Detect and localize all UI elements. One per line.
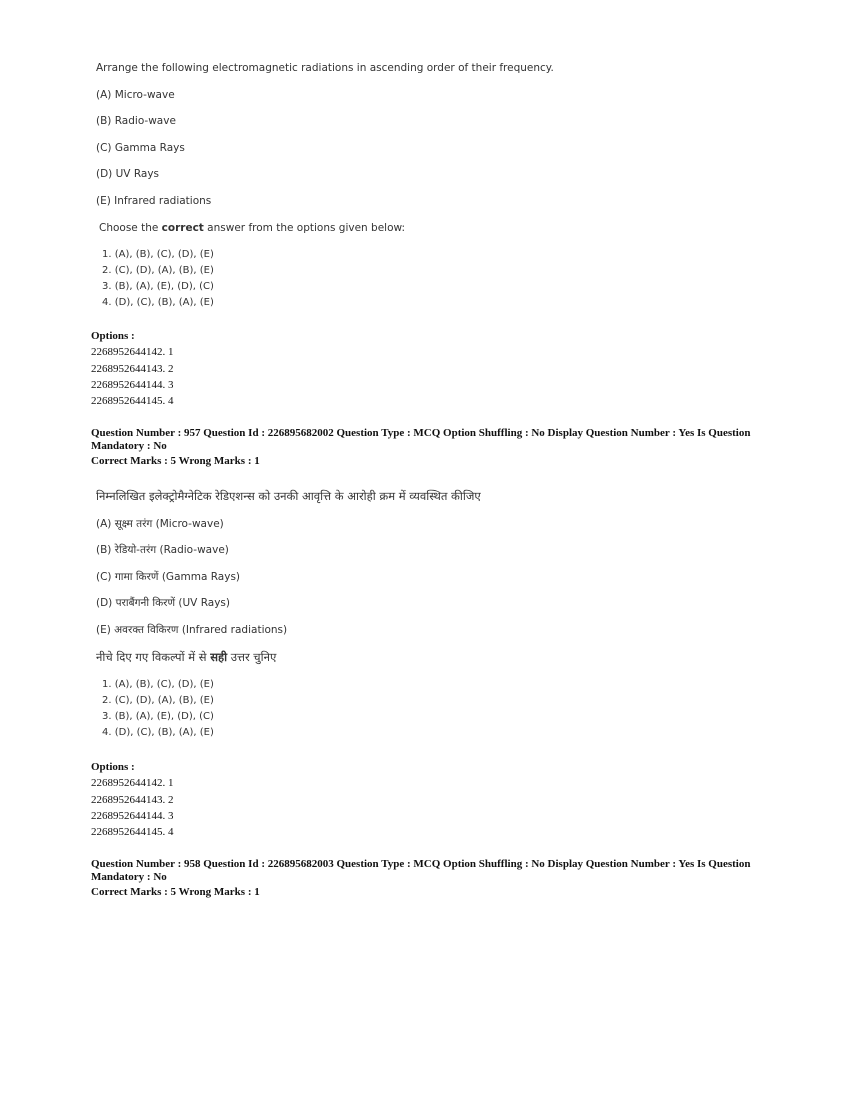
instruction-text: answer from the options given below: [203,222,406,234]
option-id-2: 2268952644143. 2 [91,362,174,375]
answer-choice-2: 2. (C), (D), (A), (B), (E) [102,265,214,276]
question-item-b: (B) रेडियो-तरंग (Radio-wave) [96,544,229,556]
question-958-meta [91,858,751,899]
question-item-b: (B) Radio-wave [96,115,176,127]
instruction-text: उत्तर चुनिए [227,650,277,664]
answer-choice-4: 4. (D), (C), (B), (A), (E) [102,297,214,308]
answer-choice-1: 1. (A), (B), (C), (D), (E) [102,679,214,690]
instruction-text: नीचे दिए गए विकल्पों में से [96,650,211,664]
question-item-c: (C) गामा किरणें (Gamma Rays) [96,571,241,583]
question-item-a: (A) सूक्ष्म तरंग (Micro-wave) [96,518,224,530]
answer-choice-4: 4. (D), (C), (B), (A), (E) [102,727,214,738]
question-meta-line: Question Number : 958 Question Id : 226895682003 Question Type : MCQ Option Shuffling : No Display Question Number : Yes Is Question [91,858,751,870]
option-id-4: 2268952644145. 4 [91,826,174,839]
options-block [91,328,174,409]
option-id-1: 2268952644142. 1 [91,346,174,359]
question-item-d: (D) UV Rays [96,168,160,180]
question-item-e: (E) अवरक्त विकिरण (Infrared radiations) [96,624,288,636]
answer-choice-1: 1. (A), (B), (C), (D), (E) [102,249,214,260]
options-block [91,759,174,840]
question-item-d: (D) पराबैंगनी किरणें (UV Rays) [96,597,230,609]
option-id-3: 2268952644144. 3 [91,378,174,391]
question-meta-line: Question Number : 957 Question Id : 226895682002 Question Type : MCQ Option Shuffling : No Display Question Number : Yes Is Question [91,427,751,439]
option-id-3: 2268952644144. 3 [91,809,174,822]
option-id-1: 2268952644142. 1 [91,777,174,790]
question-item-e: (E) Infrared radiations [96,195,212,207]
question-instruction [96,651,276,665]
question-marks: Correct Marks : 5 Wrong Marks : 1 [91,455,260,467]
question-instruction [99,222,405,235]
question-meta-mandatory: Mandatory : No [91,870,167,883]
question-item-a: (A) Micro-wave [96,89,175,101]
instruction-emphasis: सही [210,650,228,664]
option-id-4: 2268952644145. 4 [91,395,174,408]
question-item-c: (C) Gamma Rays [96,142,185,154]
question-prompt: Arrange the following electromagnetic radiations in ascending order of their frequency. [96,62,554,74]
instruction-emphasis: correct [161,222,204,234]
instruction-text: Choose the [99,222,162,234]
answer-choice-3: 3. (B), (A), (E), (D), (C) [102,281,214,292]
answer-choice-3: 3. (B), (A), (E), (D), (C) [102,711,214,722]
option-id-2: 2268952644143. 2 [91,793,174,806]
question-957-meta [91,427,751,468]
question-meta-mandatory: Mandatory : No [91,439,167,452]
options-heading: Options : [91,761,135,773]
question-prompt: निम्नलिखित इलेक्ट्रोमैग्नेटिक रेडिएशन्स को उनकी आवृत्ति के आरोही क्रम में व्यवस्थित कीजिए [96,489,481,503]
question-marks: Correct Marks : 5 Wrong Marks : 1 [91,886,260,898]
options-heading: Options : [91,330,135,342]
answer-choice-2: 2. (C), (D), (A), (B), (E) [102,695,214,706]
